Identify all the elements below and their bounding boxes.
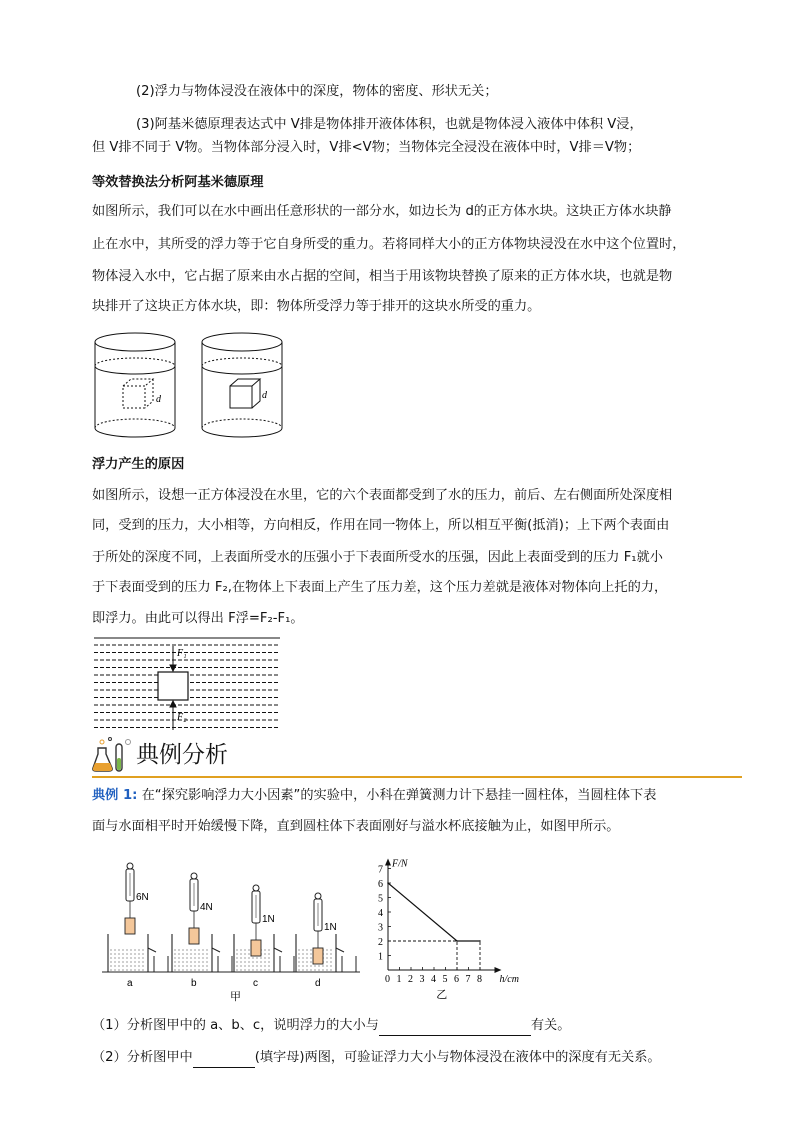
x-axis-label: h/cm <box>499 974 519 985</box>
y-tick-label: 3 <box>378 922 383 934</box>
intro-point-3-line-1: (3)阿基米德原理表达式中 V排是物体排开液体体积，也就是物体浸入液体中体积 V浸， <box>136 117 643 132</box>
question-2-tail: (填字母)两图，可验证浮力大小与物体浸没在液体中的深度有无关系。 <box>254 1050 661 1065</box>
example1-line-2: 面与水面相平时开始缓慢下降，直到圆柱体下表面刚好与溢水杯底接触为止，如图甲所示。 <box>92 819 620 834</box>
overflow-cup <box>342 956 356 972</box>
cube-side-label: d <box>156 394 161 405</box>
x-tick-label: 7 <box>465 974 471 985</box>
x-tick-label: 0 <box>385 974 390 985</box>
section2-line: 于下表面受到的压力 F₂,在物体上下表面上产生了压力差，这个压力差就是液体对物体向上托的力， <box>92 580 668 595</box>
y-axis-arrow <box>385 859 391 866</box>
y-tick-label: 2 <box>378 937 383 948</box>
spout <box>212 948 220 952</box>
section-heading-equivalent-replacement: 等效替换法分析阿基米德原理 <box>92 175 264 190</box>
section2-line: 于所处的深度不同，上表面所受水的压强小于下表面所受水的压强，因此上表面受到的压力 F₁就小 <box>92 550 663 565</box>
section1-line: 止在水中，其所受的浮力等于它自身所受的重力。若将同样大小的正方体物块浸没在水中这个位置时， <box>92 237 686 252</box>
x-tick-label: 6 <box>454 974 459 985</box>
scale-reading: 1N <box>262 914 275 925</box>
y-tick-label: 6 <box>378 879 383 890</box>
scale-reading: 6N <box>136 892 149 903</box>
setup-letter: b <box>191 978 197 989</box>
spring-scale-setup <box>166 873 236 989</box>
section1-line: 如图所示，我们可以在水中画出任意形状的一部分水，如边长为 d的正方体水块。这块正方体水块静 <box>92 204 672 219</box>
example-analysis-header <box>92 734 742 778</box>
cylinder-object <box>313 948 323 964</box>
data-point <box>456 940 458 942</box>
question-1-tail: 有关。 <box>530 1018 571 1033</box>
section-heading-buoyancy-cause: 浮力产生的原因 <box>92 457 185 472</box>
x-tick-label: 5 <box>442 974 448 985</box>
x-axis-arrow <box>495 967 502 973</box>
cylinder-object <box>251 940 261 956</box>
water <box>173 948 211 971</box>
y-tick-label: 5 <box>378 893 383 905</box>
cylinders-figure <box>90 330 290 440</box>
question-2 <box>92 1048 661 1068</box>
scale-ring <box>253 885 259 891</box>
force-label-f1: F₁ <box>177 648 187 659</box>
spring-scale-setup <box>102 863 172 989</box>
setup-letter: c <box>253 978 258 989</box>
question-2-text: （2）分析图甲中 <box>92 1050 193 1065</box>
example-analysis-title: 典例分析 <box>136 742 228 768</box>
spring-scale-setup <box>228 885 298 989</box>
section2-line: 如图所示，设想一正方体浸没在水里，它的六个表面都受到了水的压力，前后、左右侧面所处深度相 <box>92 488 673 503</box>
example1-label: 典例 1: <box>92 788 138 803</box>
x-tick-label: 1 <box>396 974 402 985</box>
series-line <box>388 883 480 941</box>
lab-flask-icon <box>92 736 134 774</box>
x-tick-label: 2 <box>408 974 413 985</box>
spout <box>336 948 344 952</box>
question-1-text: （1）分析图甲中的 a、b、c，说明浮力的大小与 <box>92 1018 379 1033</box>
force-depth-chart <box>368 852 528 1002</box>
overflow-cup <box>218 956 232 972</box>
y-axis-label: F/N <box>392 858 408 870</box>
spring-scale-figure <box>104 860 366 1003</box>
figure-caption-jia: 甲 <box>230 990 241 1003</box>
y-tick-label: 7 <box>378 864 383 876</box>
scale-reading: 4N <box>200 902 213 913</box>
example1-text: 在“探究影响浮力大小因素”的实验中，小科在弹簧测力计下悬挂一圆柱体，当圆柱体下表 <box>141 788 657 803</box>
cylinder-object <box>189 928 199 944</box>
data-point <box>387 882 389 884</box>
x-tick-label: 4 <box>431 974 436 985</box>
figure-caption-yi: 乙 <box>436 988 448 1001</box>
cylinder-object <box>125 918 135 934</box>
example1-line-1 <box>92 786 656 806</box>
data-point <box>479 940 481 942</box>
setup-letter: d <box>315 978 321 989</box>
submerged-cube-figure <box>94 636 280 736</box>
spout <box>148 948 156 952</box>
x-tick-label: 3 <box>419 974 425 985</box>
section2-line: 即浮力。由此可以得出 F浮=F₂-F₁。 <box>92 611 304 626</box>
cube-side-label: d <box>262 390 267 401</box>
intro-point-3-line-2: 但 V排不同于 V物。当物体部分浸入时，V排<V物；当物体完全浸没在液体中时，V排＝V物； <box>92 140 641 155</box>
question-1 <box>92 1016 570 1036</box>
answer-blank-2[interactable] <box>193 1053 255 1068</box>
section1-line: 块排开了这块正方体水块，即：物体所受浮力等于排开的这块水所受的重力。 <box>92 299 541 314</box>
answer-blank-1[interactable] <box>379 1021 531 1036</box>
overflow-cup <box>154 956 168 972</box>
scale-reading: 1N <box>324 922 337 933</box>
scale-ring <box>315 893 321 899</box>
force-label-f2: F₂ <box>177 712 187 723</box>
overflow-cup <box>280 956 294 972</box>
water <box>109 948 147 971</box>
x-tick-label: 8 <box>477 974 482 985</box>
y-tick-label: 4 <box>378 908 383 919</box>
scale-ring <box>127 863 133 869</box>
scale-ring <box>191 873 197 879</box>
spring-scale-setup <box>290 893 360 989</box>
section2-line: 同，受到的压力，大小相等，方向相反，作用在同一物体上，所以相互平衡(抵消)；上下两个表面由 <box>92 518 670 533</box>
y-tick-label: 1 <box>378 951 383 963</box>
spout <box>274 948 282 952</box>
setup-letter: a <box>127 978 133 989</box>
intro-point-2: (2)浮力与物体浸没在液体中的深度，物体的密度、形状无关； <box>136 84 498 99</box>
section1-line: 物体浸入水中，它占据了原来由水占据的空间，相当于用该物块替换了原来的正方体水块，也就是物 <box>92 269 673 284</box>
